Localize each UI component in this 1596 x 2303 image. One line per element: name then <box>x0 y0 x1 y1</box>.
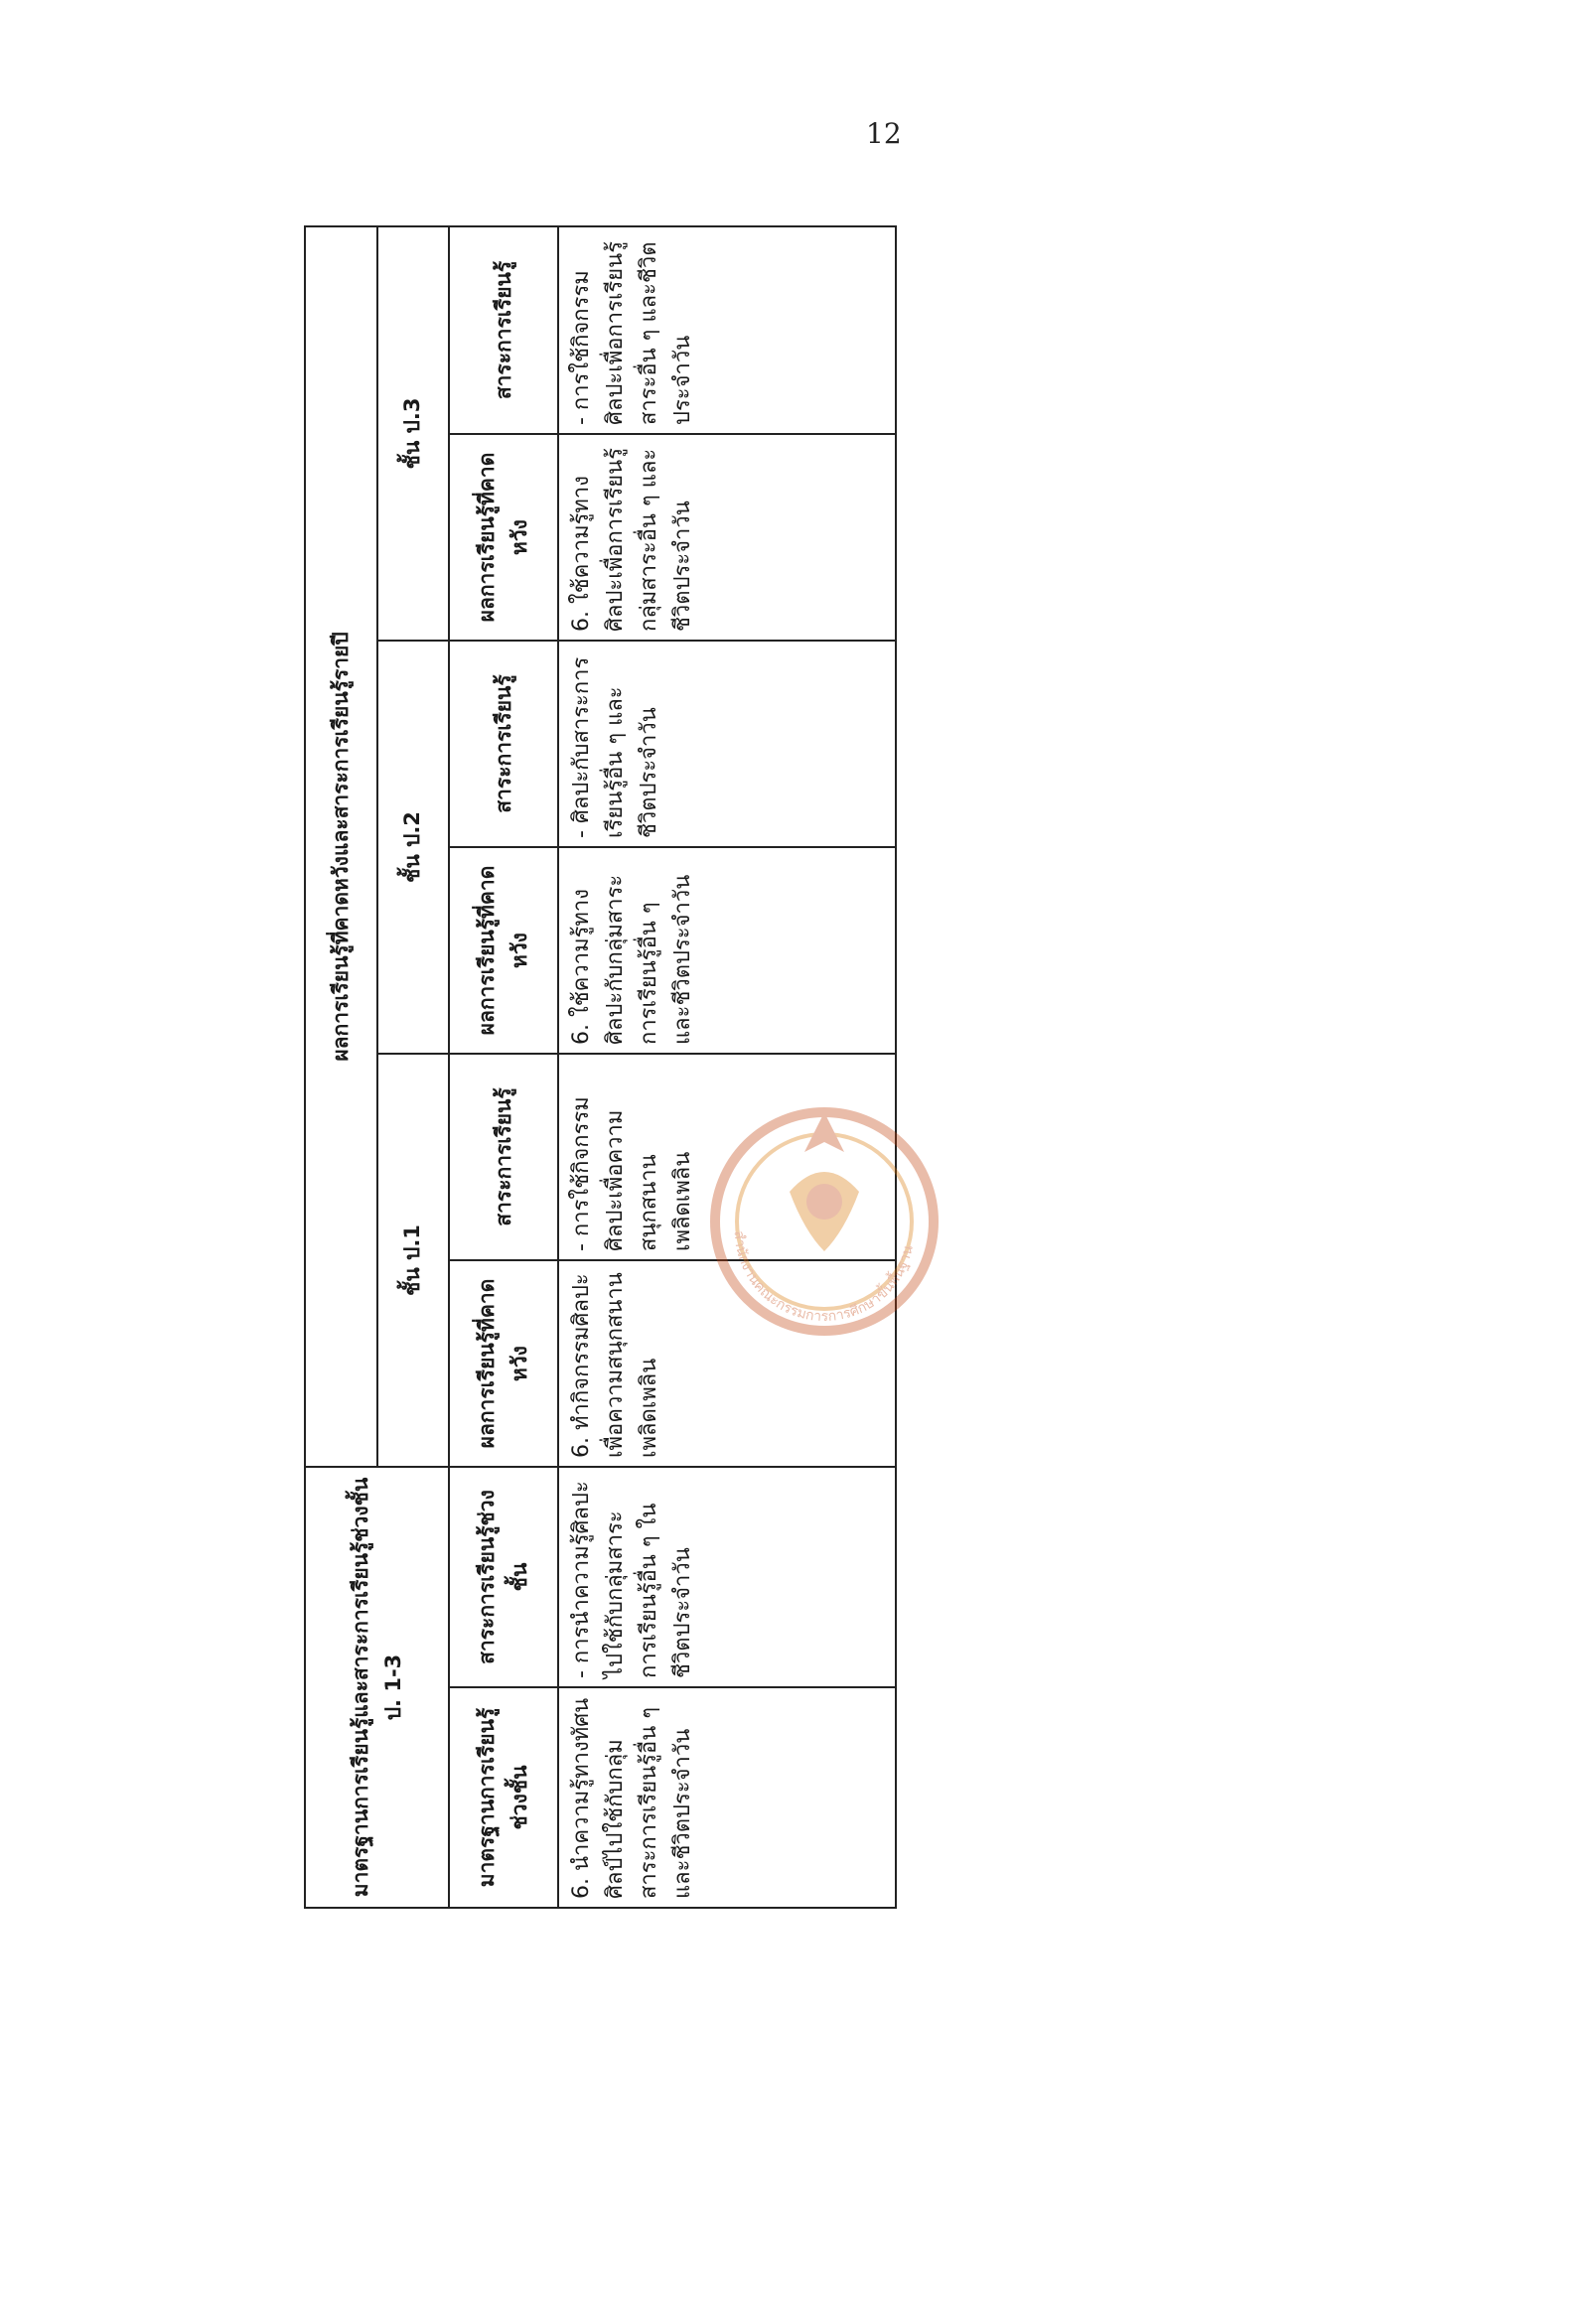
header-standard-content: สาระการเรียนรู้ช่วงชั้น <box>449 1467 558 1687</box>
header-grade-p3: ชั้น ป.3 <box>377 226 450 641</box>
cell-standard-content: - การนำความรู้ศิลปะไปใช้กับกลุ่มสาระการเรียนรู้อื่น ๆ ในชีวิตประจำวัน <box>558 1467 896 1687</box>
header-p1-outcome: ผลการเรียนรู้ที่คาดหวัง <box>449 1260 558 1467</box>
cell-p2-outcome: 6. ใช้ความรู้ทางศิลปะกับกลุ่มสาระการเรียนรู้อื่น ๆ และชีวิตประจำวัน <box>558 847 896 1054</box>
cell-p1-content: - การใช้กิจกรรมศิลปะเพื่อความสนุกสนานเพลิดเพลิน <box>558 1054 896 1260</box>
header-row-groups <box>305 226 377 1908</box>
seal-caption: สำนักงานคณะกรรมการการศึกษาขั้นพื้นฐาน <box>730 1229 917 1326</box>
table-row <box>558 226 896 1908</box>
header-row-columns <box>449 226 558 1908</box>
header-p1-content: สาระการเรียนรู้ <box>449 1054 558 1260</box>
page-number: 12 <box>866 117 902 150</box>
curriculum-table-rotated <box>304 227 897 1909</box>
header-yearly-group: ผลการเรียนรู้ที่คาดหวังและสาระการเรียนรู้รายปี <box>305 226 377 1467</box>
header-p2-content: สาระการเรียนรู้ <box>449 641 558 847</box>
header-p3-content: สาระการเรียนรู้ <box>449 226 558 434</box>
header-p2-outcome: ผลการเรียนรู้ที่คาดหวัง <box>449 847 558 1054</box>
cell-standard-outcome: 6. นำความรู้ทางทัศนศิลป์ไปใช้กับกลุ่มสาระการเรียนรู้อื่น ๆ และชีวิตประจำวัน <box>558 1687 896 1908</box>
header-standard-outcome: มาตรฐานการเรียนรู้ช่วงชั้น <box>449 1687 558 1908</box>
cell-p3-content: - การใช้กิจกรรมศิลปะเพื่อการเรียนรู้สาระอื่น ๆ และชีวิตประจำวัน <box>558 226 896 434</box>
header-p3-outcome: ผลการเรียนรู้ที่คาดหวัง <box>449 434 558 641</box>
curriculum-table-container <box>304 227 897 1909</box>
cell-p3-outcome: 6. ใช้ความรู้ทางศิลปะเพื่อการเรียนรู้กลุ่มสาระอื่น ๆ และชีวิตประจำวัน <box>558 434 896 641</box>
header-standard-group: มาตรฐานการเรียนรู้และสาระการเรียนรู้ช่วงชั้น ป. 1-3 <box>305 1467 449 1908</box>
header-grade-p1: ชั้น ป.1 <box>377 1054 450 1467</box>
cell-p2-content: - ศิลปะกับสาระการเรียนรู้อื่น ๆ และชีวิตประจำวัน <box>558 641 896 847</box>
curriculum-table <box>304 225 897 1909</box>
header-grade-p2: ชั้น ป.2 <box>377 641 450 1054</box>
cell-p1-outcome: 6. ทำกิจกรรมศิลปะเพื่อความสนุกสนานเพลิดเพลิน <box>558 1260 896 1467</box>
